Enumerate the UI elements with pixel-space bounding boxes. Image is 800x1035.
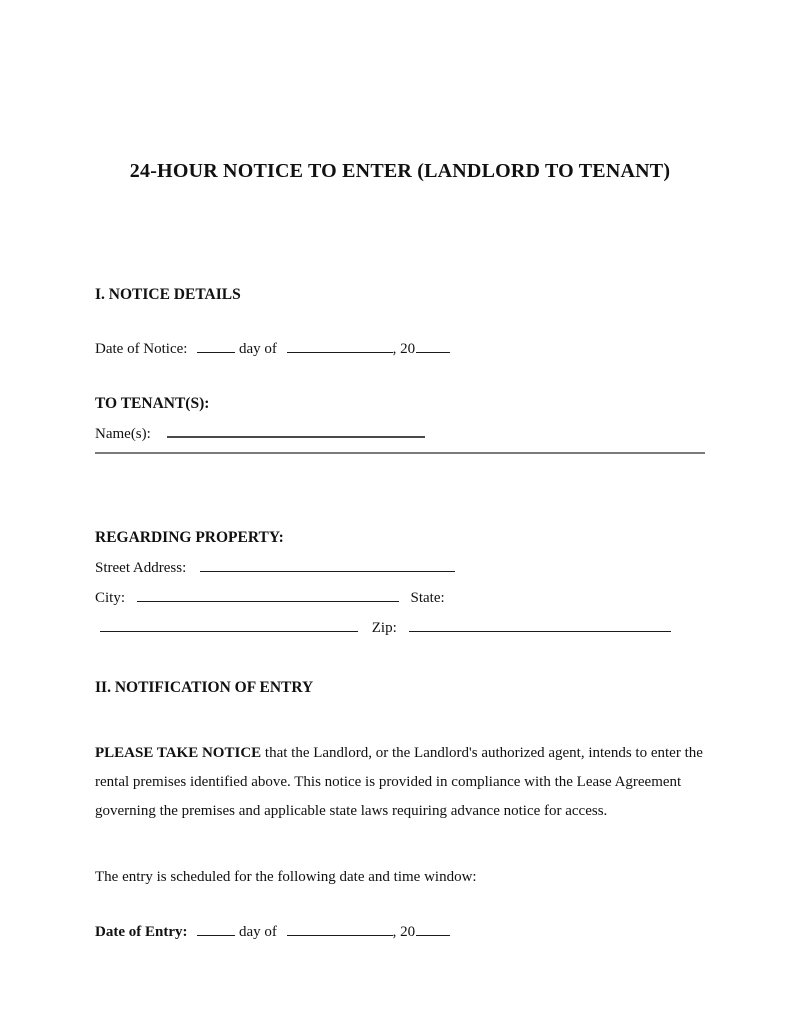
date-of-entry-line	[95, 921, 705, 943]
tenant-names-label: Name(s):	[95, 426, 151, 442]
zip-blank[interactable]	[409, 617, 671, 632]
notice-paragraph-body: that the Landlord, or the Landlord's authorized agent, intends to enter the rental premises identified above. This notice is provided in compliance with the Lease Agreement governing the premises and applicable state laws requiring advance notice for access.	[95, 745, 703, 819]
date-of-entry-label: Date of Entry:	[95, 924, 188, 940]
tenant-names-line	[95, 422, 705, 445]
date-of-notice-year-blank[interactable]	[416, 338, 450, 353]
schedule-intro-text: The entry is scheduled for the following date and time window:	[95, 869, 477, 885]
date-of-notice-label: Date of Notice:	[95, 341, 188, 357]
city-state-line	[95, 587, 705, 609]
tenant-names-blank[interactable]	[167, 422, 425, 438]
street-address-label: Street Address:	[95, 560, 187, 576]
date-of-entry-month-blank[interactable]	[287, 921, 393, 936]
date-of-notice-mid-label: day of	[238, 341, 277, 357]
section-heading-to-tenants: TO TENANT(S):	[95, 395, 210, 412]
date-of-entry-mid-label: day of	[238, 924, 277, 940]
section-heading-notice-details: I. NOTICE DETAILS	[95, 286, 241, 303]
date-of-entry-day-blank[interactable]	[197, 921, 235, 936]
date-of-notice-year-prefix: , 20	[392, 341, 416, 357]
date-of-notice-line	[95, 338, 705, 360]
zip-label: Zip:	[371, 620, 397, 636]
date-of-notice-month-blank[interactable]	[287, 338, 393, 353]
notice-paragraph-bold-lead: PLEASE TAKE NOTICE	[95, 745, 262, 761]
section-heading-regarding-property: REGARDING PROPERTY:	[95, 529, 284, 546]
document-body	[95, 284, 705, 943]
street-address-blank[interactable]	[200, 557, 455, 572]
date-of-entry-year-prefix: , 20	[392, 924, 416, 940]
state-zip-line	[95, 617, 705, 639]
tenant-names-continuation-line[interactable]	[95, 452, 705, 454]
city-blank[interactable]	[137, 587, 399, 602]
notice-paragraph	[95, 739, 705, 826]
date-of-notice-day-blank[interactable]	[197, 338, 235, 353]
document-title: 24-HOUR NOTICE TO ENTER (LANDLORD TO TENANT)	[129, 160, 671, 182]
street-address-line	[95, 557, 705, 579]
city-label: City:	[95, 590, 126, 606]
state-blank[interactable]	[100, 617, 358, 632]
state-label: State:	[410, 590, 445, 606]
date-of-entry-year-blank[interactable]	[416, 921, 450, 936]
section-heading-notification-of-entry: II. NOTIFICATION OF ENTRY	[95, 679, 314, 696]
